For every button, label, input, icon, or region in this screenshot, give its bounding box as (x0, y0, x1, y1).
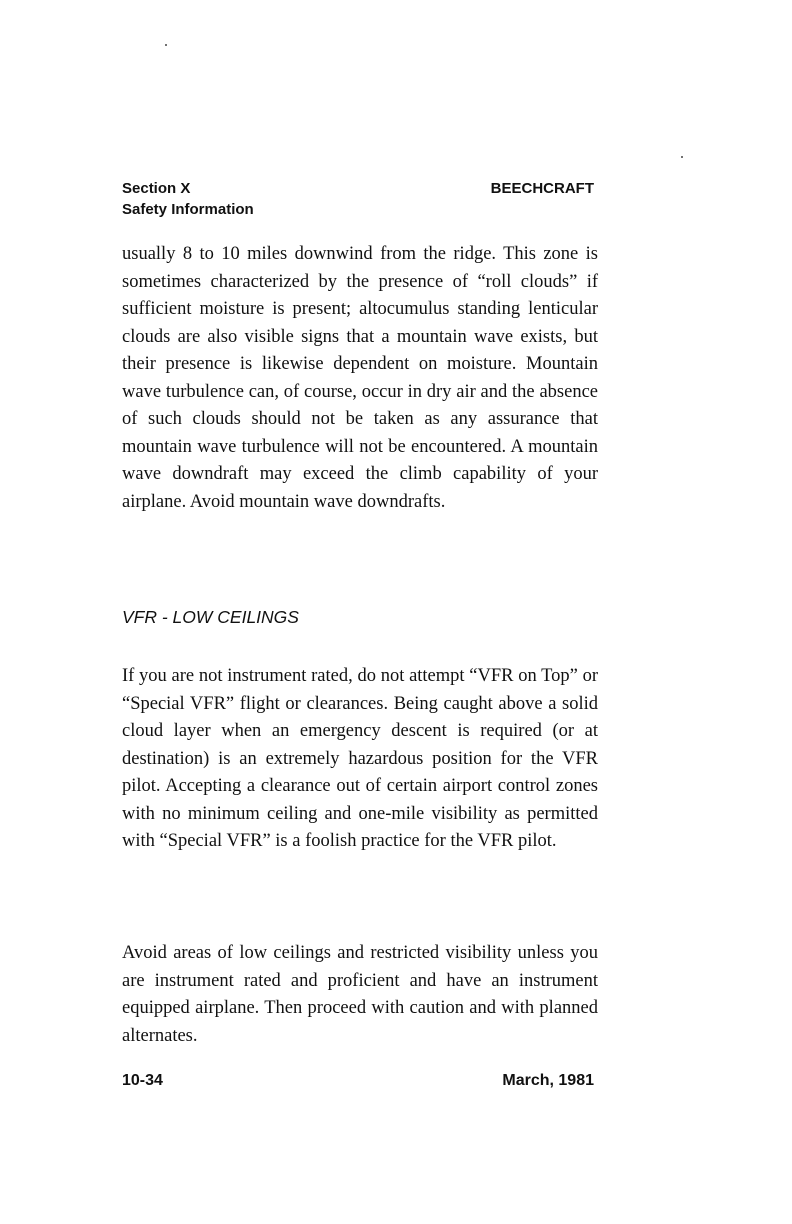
page-header (122, 178, 598, 226)
body-paragraph: usually 8 to 10 miles downwind from the ridge. This zone is sometimes characterized by the presence of “roll clouds” if sufficient moisture is present; altocumulus standing lenticular clouds are also visible signs that a mountain wave exists, but their presence is likewise dependent on moisture. Mountain wave turbulence can, of course, occur in dry air and the absence of such clouds should not be taken as any assurance that mountain wave turbulence will not be encountered. A mountain wave downdraft may exceed the climb capability of your airplane. Avoid mountain wave downdrafts. (122, 244, 598, 512)
scan-speck (681, 156, 683, 158)
body-paragraph: Avoid areas of low ceilings and restricted visibility unless you are instrument rated and proficient and have an instrument equipped airplane. Then proceed with caution and with planned alternates. (122, 943, 598, 1046)
section-label: Section X (122, 180, 191, 197)
page-number: 10-34 (122, 1072, 163, 1089)
manual-page (122, 178, 598, 1089)
scan-speck (165, 44, 167, 46)
header-left (122, 178, 254, 220)
section-title: Safety Information (122, 201, 254, 218)
revision-date: March, 1981 (502, 1072, 594, 1089)
body-paragraph: If you are not instrument rated, do not attempt “VFR on Top” or “Special VFR” flight or clearances. Being caught above a solid cloud layer when an emergency descent is required (or at destination) is an extremely hazardous position for the VFR pilot. Accepting a clearance out of certain airport control zones with no minimum ceiling and one-mile visibility as permitted with “Special VFR” is a foolish practice for the VFR pilot. (122, 666, 598, 851)
section-heading: VFR - LOW CEILINGS (122, 607, 299, 627)
page-footer (122, 1070, 598, 1092)
brand-label: BEECHCRAFT (490, 180, 594, 197)
